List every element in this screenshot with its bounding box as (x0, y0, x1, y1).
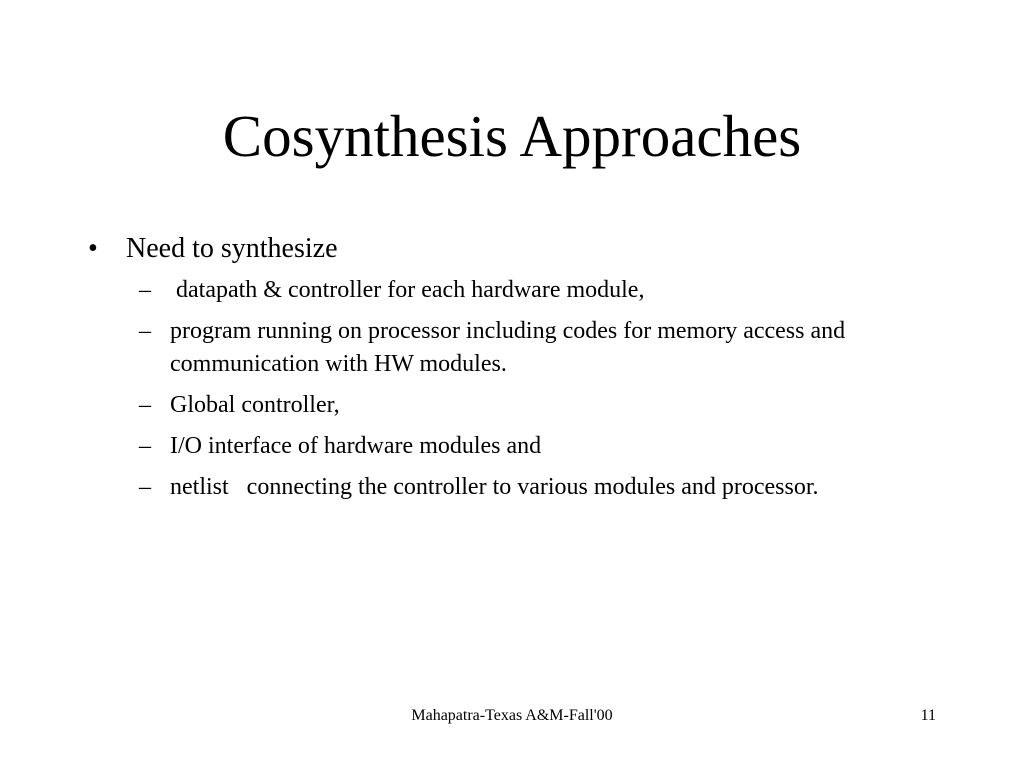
sub-bullet-list (88, 274, 938, 504)
sub-item-io-interface (88, 430, 938, 463)
slide-footer: Mahapatra-Texas A&M-Fall'00 (411, 707, 613, 724)
sub-item-text: Global controller, (170, 392, 340, 418)
dash-marker: – (139, 433, 151, 459)
bullet-item-need-to-synthesize (88, 230, 938, 268)
sub-item-netlist (88, 471, 938, 504)
sub-item-program-running (88, 315, 938, 381)
dash-marker: – (139, 474, 151, 500)
dash-marker: – (139, 277, 151, 303)
slide-content (88, 230, 938, 512)
sub-item-text: datapath & controller for each hardware module, (170, 277, 645, 303)
bullet-marker: • (88, 233, 98, 264)
sub-item-global-controller (88, 389, 938, 422)
slide-title: Cosynthesis Approaches (222, 103, 802, 169)
page-number: 11 (920, 707, 936, 724)
dash-marker: – (139, 392, 151, 418)
sub-item-text: program running on processor including codes for memory access and communication with HW modules. (170, 318, 846, 377)
sub-item-text: I/O interface of hardware modules and (170, 433, 542, 459)
sub-item-text: netlist connecting the controller to various modules and processor. (170, 474, 819, 500)
dash-marker: – (139, 318, 151, 344)
bullet-text: Need to synthesize (126, 233, 338, 264)
sub-item-datapath-controller (88, 274, 938, 307)
